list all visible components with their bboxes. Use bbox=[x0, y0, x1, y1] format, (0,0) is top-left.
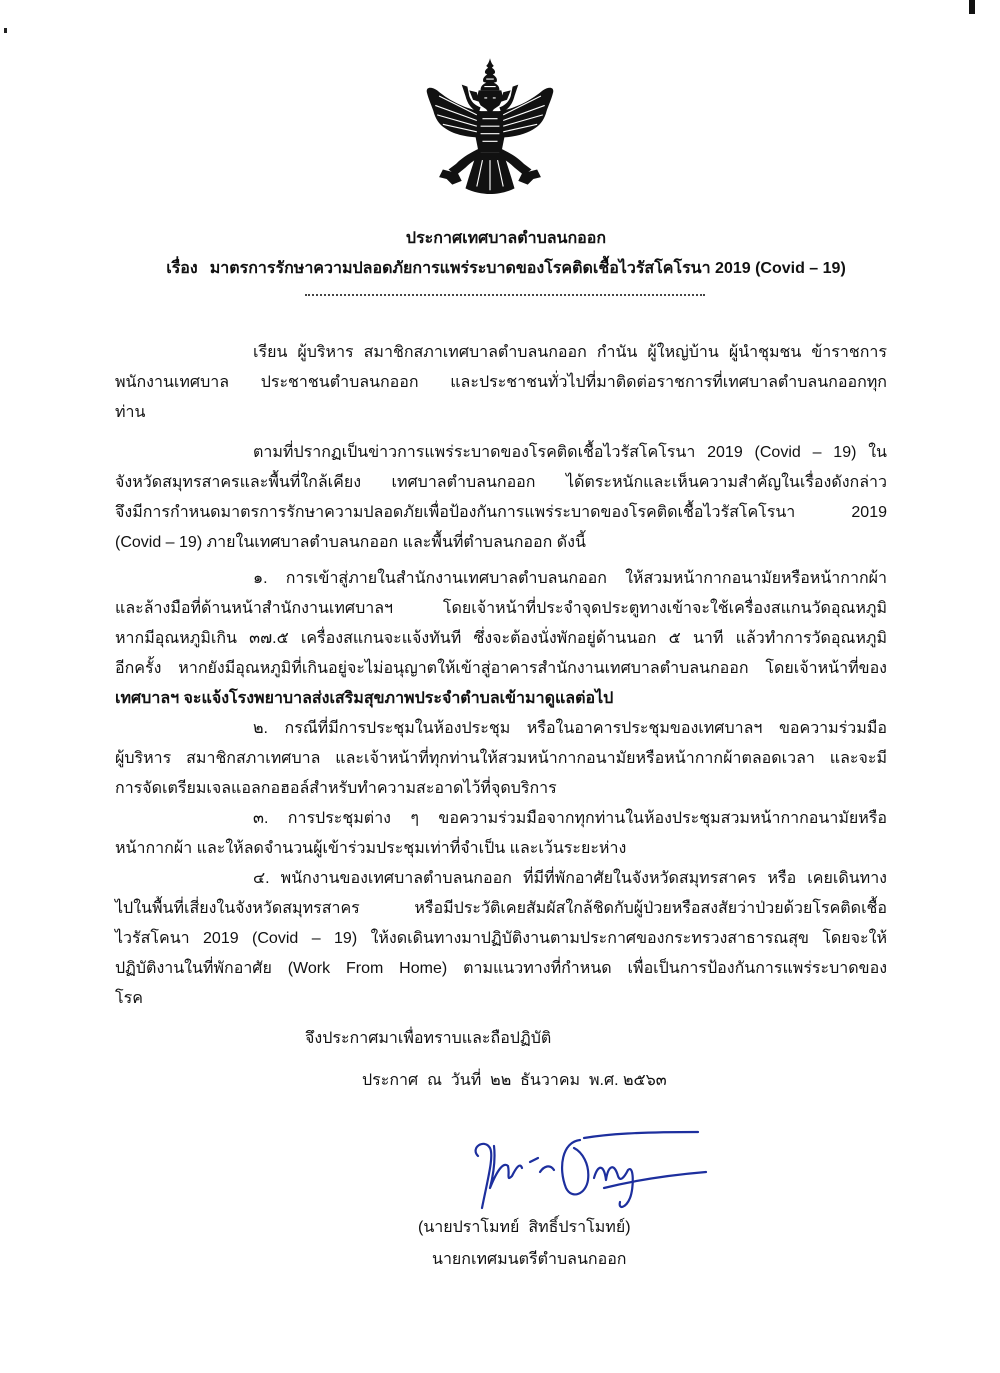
title-dotted-divider bbox=[305, 294, 705, 296]
handwritten-signature bbox=[458, 1118, 708, 1213]
announcement-date: ประกาศ ณ วันที่ ๒๒ ธันวาคม พ.ศ. ๒๕๖๓ bbox=[362, 1072, 667, 1089]
subject-text: มาตรการรักษาความปลอดภัยการแพร่ระบาดของโรคติดเชื้อไวรัสโคโรนา 2019 (Covid – 19) bbox=[209, 260, 846, 277]
item-line: ผู้บริหาร สมาชิกสภาเทศบาล และเจ้าหน้าที่ทุกท่านให้สวมหน้ากากอนามัยหรือหน้ากากผ้าตลอดเวลา และจะมี bbox=[115, 750, 887, 767]
measure-item-3 bbox=[115, 804, 887, 864]
garuda-body bbox=[475, 111, 505, 152]
item-line: ๑. การเข้าสู่ภายในสำนักงานเทศบาลตำบลนกออก ให้สวมหน้ากากอนามัยหรือหน้ากากผ้า bbox=[253, 570, 887, 587]
item-line: ไวรัสโคนา 2019 (Covid – 19) ให้งดเดินทางมาปฏิบัติงานตามประกาศของกระทรวงสาธารณสุข โดยจะให้ bbox=[115, 930, 887, 947]
garuda-emblem bbox=[424, 58, 556, 200]
garuda-crown bbox=[481, 58, 500, 90]
subject-label: เรื่อง bbox=[166, 260, 198, 277]
item-line: การจัดเตรียมเจลแอลกอฮอล์สำหรับทำความสะอาดไว้ที่จุดบริการ bbox=[115, 780, 557, 797]
item-line: ๓. การประชุมต่าง ๆ ขอความร่วมมือจากทุกท่านในห้องประชุมสวมหน้ากากอนามัยหรือ bbox=[253, 810, 887, 827]
item-line: และล้างมือที่ด้านหน้าสำนักงานเทศบาลฯ โดยเจ้าหน้าที่ประจำจุดประตูทางเข้าจะใช้เครื่องสแกนวัดอุณหภูมิ bbox=[115, 600, 887, 617]
announcement-title: ประกาศเทศบาลตำบลนกออก bbox=[405, 230, 607, 247]
item-line: ไปในพื้นที่เสี่ยงในจังหวัดสมุทรสาคร หรือมีประวัติเคยสัมผัสใกล้ชิดกับผู้ป่วยหรือสงสัยว่าป่วยด้วยโรคติดเชื้อ bbox=[115, 900, 887, 917]
paragraph-line: จังหวัดสมุทรสาครและพื้นที่ใกล้เคียง เทศบาลตำบลนกออก ได้ตระหนักและเห็นความสำคัญในเรื่องดังกล่าว bbox=[115, 474, 887, 491]
paragraph-line: ตามที่ปรากฏเป็นข่าวการแพร่ระบาดของโรคติดเชื้อไวรัสโคโรนา 2019 (Covid – 19) ใน bbox=[253, 444, 887, 461]
paragraph-line: ท่าน bbox=[115, 404, 146, 421]
intro-paragraph bbox=[115, 438, 887, 558]
item-line: ๔. พนักงานของเทศบาลตำบลนกออก ที่มีที่พักอาศัยในจังหวัดสมุทรสาคร หรือ เคยเดินทาง bbox=[253, 870, 887, 887]
paragraph-line: (Covid – 19) ภายในเทศบาลตำบลนกออก และพื้นที่ตำบลนกออก ดังนี้ bbox=[115, 534, 586, 551]
closing-statement: จึงประกาศมาเพื่อทราบและถือปฏิบัติ bbox=[305, 1030, 552, 1047]
item-line: เทศบาลฯ จะแจ้งโรงพยาบาลส่งเสริมสุขภาพประจำตำบลเข้ามาดูแลต่อไป bbox=[115, 690, 614, 707]
signer-position: นายกเทศมนตรีตำบลนกออก bbox=[432, 1251, 627, 1268]
measure-item-4 bbox=[115, 864, 887, 1014]
item-line: ๒. กรณีที่มีการประชุมในห้องประชุม หรือในอาคารประชุมของเทศบาลฯ ขอความร่วมมือ bbox=[253, 720, 887, 737]
item-line: หน้ากากผ้า และให้ลดจำนวนผู้เข้าร่วมประชุมเท่าที่จำเป็น และเว้นระยะห่าง bbox=[115, 840, 627, 857]
signer-name: (นายปราโมทย์ สิทธิ์ปราโมทย์) bbox=[418, 1219, 631, 1236]
item-line: หากมีอุณหภูมิเกิน ๓๗.๕ เครื่องสแกนจะแจ้งทันที ซึ่งจะต้องนั่งพักอยู่ด้านนอก ๕ นาที แล้วทำการวัดอุณหภูมิ bbox=[115, 630, 887, 647]
signature bbox=[458, 1118, 708, 1213]
measure-item-2 bbox=[115, 714, 887, 804]
paragraph-line: พนักงานเทศบาล ประชาชนตำบลนกออก และประชาชนทั่วไปที่มาติดต่อราชการที่เทศบาลตำบลนกออกทุก bbox=[115, 374, 887, 391]
document-body bbox=[115, 338, 887, 1014]
measure-item-1 bbox=[115, 564, 887, 714]
item-line: อีกครั้ง หากยังมีอุณหภูมิที่เกินอยู่จะไม่อนุญาตให้เข้าสู่อาคารสำนักงานเทศบาลตำบลนกออก โดยเจ้าหน้าที่ของ bbox=[115, 660, 887, 677]
item-line: โรค bbox=[115, 990, 143, 1007]
garuda-emblem-wrap bbox=[424, 58, 556, 200]
scan-dot bbox=[4, 28, 7, 33]
paragraph-line: จึงมีการกำหนดมาตรการรักษาความปลอดภัยเพื่อป้องกันการแพร่ระบาดของโรคติดเชื้อไวรัสโคโรนา 2019 bbox=[115, 504, 887, 521]
item-line: ปฏิบัติงานในที่พักอาศัย (Work From Home) ตามแนวทางที่กำหนด เพื่อเป็นการป้องกันการแพร่ระบาดของ bbox=[115, 960, 887, 977]
paragraph-line: เรียน ผู้บริหาร สมาชิกสภาเทศบาลตำบลนกออก กำนัน ผู้ใหญ่บ้าน ผู้นำชุมชน ข้าราชการ bbox=[253, 344, 887, 361]
announcement-subject-line bbox=[0, 254, 1000, 284]
salutation-paragraph bbox=[115, 338, 887, 428]
scan-mark bbox=[969, 0, 975, 14]
